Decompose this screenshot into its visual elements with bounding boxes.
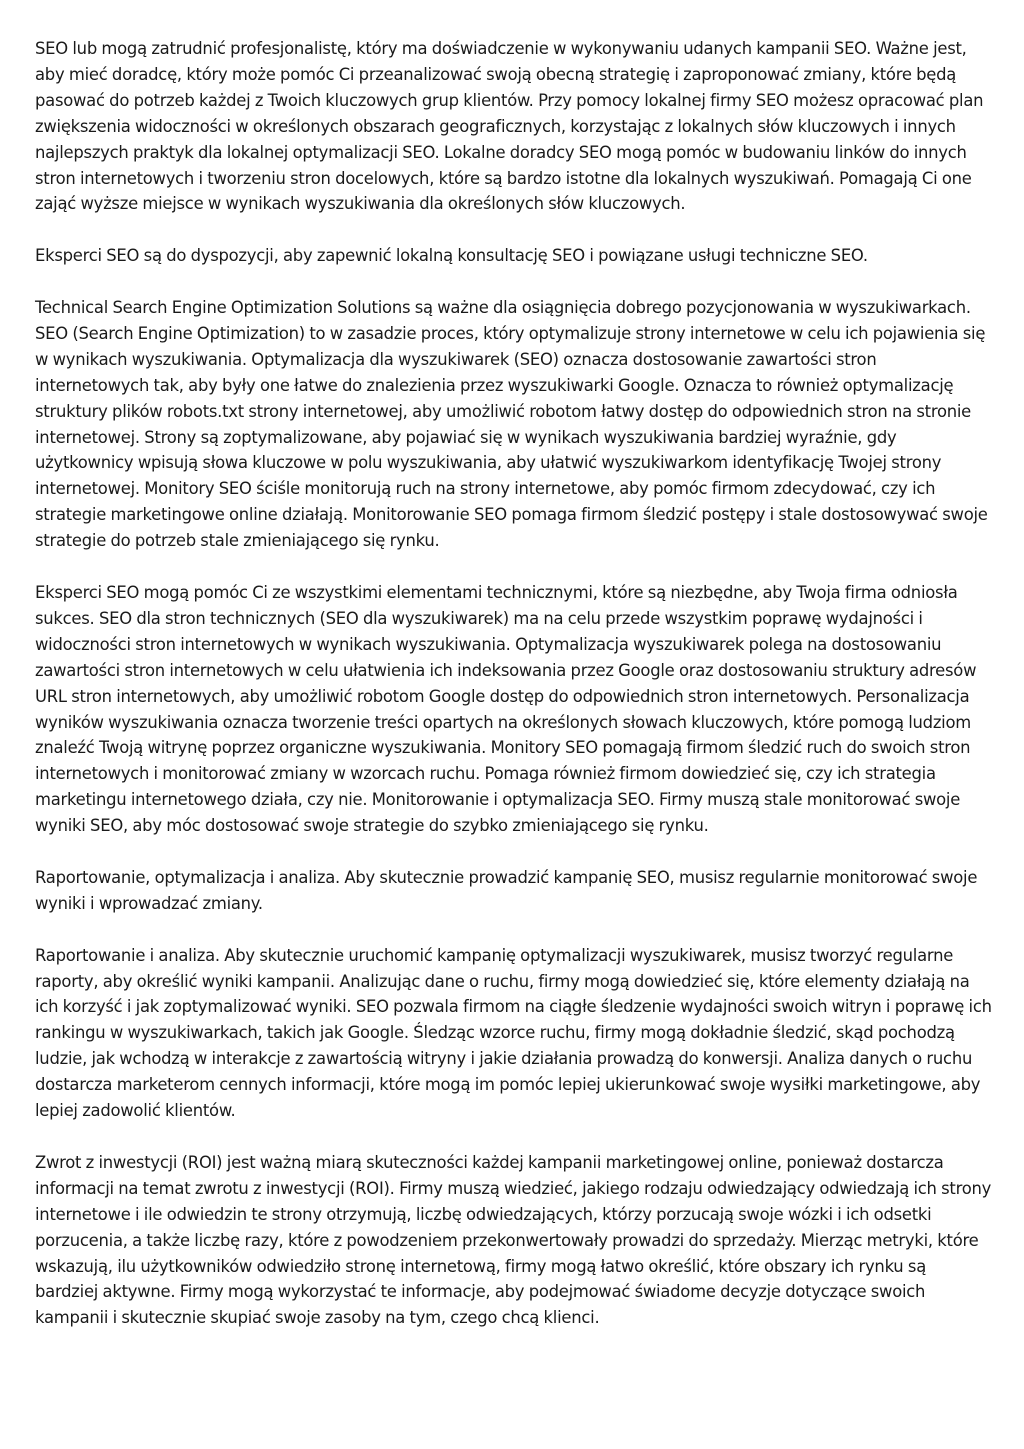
paragraph-seo-experts-availability: Eksperci SEO są do dyspozycji, aby zapewnić lokalną konsultację SEO i powiązane usługi techniczne SEO. xyxy=(35,246,868,266)
paragraph-return-on-investment: Zwrot z inwestycji (ROI) jest ważną miarą skuteczności każdej kampanii marketingowej online, ponieważ dostarcza informacji na temat zwrotu z inwestycji (ROI). Firmy muszą wiedzieć, jakiego rodzaju odwiedzający odwiedzają ich strony internetowe i ile odwiedzin te strony otrzymują, liczbę odwiedzających, którzy porzucają swoje wózki i ich odsetki porzucenia, a także liczbę razy, które z powodzeniem przekonwertowały prowadzi do sprzedaży. Mierząc metryki, które wskazują, ilu użytkowników odwiedziło stronę internetową, firmy mogą łatwo określić, które obszary ich rynku są bardziej aktywne. Firmy mogą wykorzystać te informacje, aby podejmować świadome decyzje dotyczące swoich kampanii i skutecznie skupiać swoje zasoby na tym, czego chcą klienci. xyxy=(35,1152,992,1328)
paragraph-local-seo-consultant: SEO lub mogą zatrudnić profesjonalistę, który ma doświadczenie w wykonywaniu udanych kampanii SEO. Ważne jest, aby mieć doradcę, który może pomóc Ci przeanalizować swoją obecną strategię i zaproponować zmiany, które będą pasować do potrzeb każdej z Twoich kluczowych grup klientów. Przy pomocy lokalnej firmy SEO możesz opracować plan zwiększenia widoczności w określonych obszarach geograficznych, korzystając z lokalnych słów kluczowych i innych najlepszych praktyk dla lokalnej optymalizacji SEO. Lokalne doradcy SEO mogą pomóc w budowaniu linków do innych stron internetowych i tworzeniu stron docelowych, które są bardzo istotne dla lokalnych wyszukiwań. Pomagają Ci one zająć wyższe miejsce w wynikach wyszukiwania dla określonych słów kluczowych. xyxy=(35,39,984,214)
paragraph-technical-seo-solutions: Technical Search Engine Optimization Solutions są ważne dla osiągnięcia dobrego pozycjonowania w wyszukiwarkach. SEO (Search Engine Optimization) to w zasadzie proces, który optymalizuje strony internetowe w celu ich pojawienia się w wynikach wyszukiwania. Optymalizacja dla wyszukiwarek (SEO) oznacza dostosowanie zawartości stron internetowych tak, aby były one łatwe do znalezienia przez wyszukiwarki Google. Oznacza to również optymalizację struktury plików robots.txt strony internetowej, aby umożliwić robotom łatwy dostęp do odpowiednich stron na stronie internetowej. Strony są zoptymalizowane, aby pojawiać się w wynikach wyszukiwania bardziej wyraźnie, gdy użytkownicy wpisują słowa kluczowe w polu wyszukiwania, aby ułatwić wyszukiwarkom identyfikację Twojej strony internetowej. Monitory SEO ściśle monitorują ruch na strony internetowe, aby pomóc firmom zdecydować, czy ich strategie marketingowe online działają. Monitorowanie SEO pomaga firmom śledzić postępy i stale dostosowywać swoje strategie do potrzeb stale zmieniającego się rynku. xyxy=(35,298,988,551)
paragraph-seo-experts-technical-elements: Eksperci SEO mogą pomóc Ci ze wszystkimi elementami technicznymi, które są niezbędne, aby Twoja firma odniosła sukces. SEO dla stron technicznych (SEO dla wyszukiwarek) ma na celu przede wszystkim poprawę wydajności i widoczności stron internetowych w wynikach wyszukiwania. Optymalizacja wyszukiwarek polega na dostosowaniu zawartości stron internetowych w celu ułatwienia ich indeksowania przez Google oraz dostosowaniu struktury adresów URL stron internetowych, aby umożliwić robotom Google dostęp do odpowiednich stron internetowych. Personalizacja wyników wyszukiwania oznacza tworzenie treści opartych na określonych słowach kluczowych, które pomogą ludziom znaleźć Twoją witrynę poprzez organiczne wyszukiwania. Monitory SEO pomagają firmom śledzić ruch do swoich stron internetowych i monitorować zmiany w wzorcach ruchu. Pomaga również firmom dowiedzieć się, czy ich strategia marketingu internetowego działa, czy nie. Monitorowanie i optymalizacja SEO. Firmy muszą stale monitorować swoje wyniki SEO, aby móc dostosować swoje strategie do szybko zmieniającego się rynku. xyxy=(35,582,977,836)
paragraph-reporting-and-analysis: Raportowanie i analiza. Aby skutecznie uruchomić kampanię optymalizacji wyszukiwarek, musisz tworzyć regularne raporty, aby określić wyniki kampanii. Analizując dane o ruchu, firmy mogą dowiedzieć się, które elementy działają na ich korzyść i jak zoptymalizować wyniki. SEO pozwala firmom na ciągłe śledzenie wydajności swoich witryn i poprawę ich rankingu w wyszukiwarkach, takich jak Google. Śledząc wzorce ruchu, firmy mogą dokładnie śledzić, skąd pochodzą ludzie, jak wchodzą w interakcje z zawartością witryny i jakie działania prowadzą do konwersji. Analiza danych o ruchu dostarcza marketerom cennych informacji, które mogą im pomóc lepiej ukierunkować swoje wysiłki marketingowe, aby lepiej zadowolić klientów. xyxy=(35,945,992,1121)
document-page xyxy=(35,36,992,1331)
paragraph-reporting-optimization-analysis: Raportowanie, optymalizacja i analiza. Aby skutecznie prowadzić kampanię SEO, musisz regularnie monitorować swoje wyniki i wprowadzać zmiany. xyxy=(35,867,978,913)
